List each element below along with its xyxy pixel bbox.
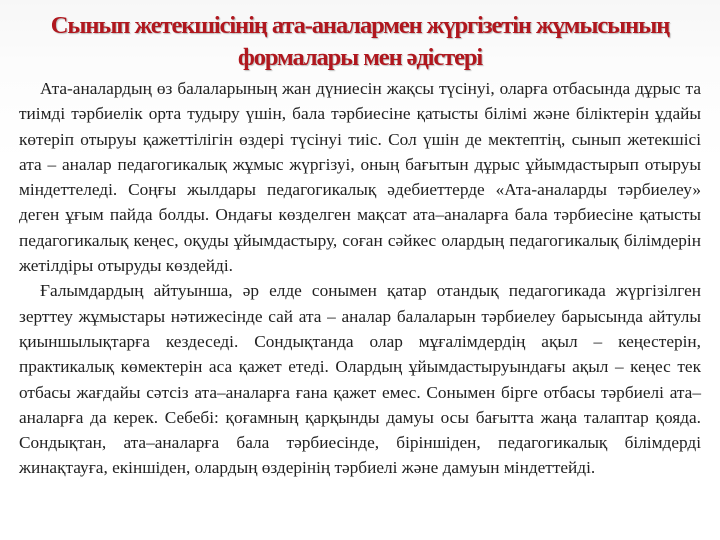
slide-title-line-2: формалары мен әдістері <box>237 44 483 71</box>
body-paragraph-1: Ата-аналардың өз балаларының жан дүниесін жақсы түсінуі, оларға отбасында дұрыс та тиімді тәрбиелік орта тудыру үшін, бала тәрбиесіне қатысты білімі және біліктерін ұдайы көтеріп отыруы қажеттілігін өздері түсінуі тиіс. Сол үшін де мектептің, сынып жетекшісі ата – аналар педагогикалық жұмыс жүргізуі, оның бағытын дұрыс ұйымдастырып отыруы міндеттеледі. Соңғы жылдары педагогикалық әдебиеттерде «Ата-аналарды тәрбиелеу» деген ұғым пайда болды. Ондағы көзделген мақсат ата–аналарға бала тәрбиесіне қатысты педагогикалық кеңес, оқуды ұйымдастыру, соған сәйкес олардың педагогикалық білімдерін жетілдіры отыруды көздейді. <box>19 79 701 276</box>
slide-body <box>19 76 701 481</box>
body-paragraph-2: Ғалымдардың айтуынша, әр елде сонымен қатар отандық педагогикада жүргізілген зерттеу жұмыстары нәтижесінде сай ата – аналар балаларын тәрбиелеу барысында айтулы қиыншылықтарға кездеседі. Сондықтанда олар мұғалімдердің ақыл – кеңестерін, практикалық көмектерін аса қажет етеді. Олардың ұйымдастыруындағы ақыл – кеңес тек отбасы жағдайы сәтсіз ата–аналарға ғана қажет емес. Сонымен бірге отбасы тәрбиелі ата–аналарға да керек. Себебі: қоғамның қарқынды дамуы осы бағытта жаңа талаптар қояда. Сондықтан, ата–аналарға бала тәрбиесінде, біріншіден, педагогикалық білімдерді жинақтауға, екіншіден, олардың өздерінің тәрбиелі және дамуын міндеттейді. <box>19 281 701 478</box>
slide-title-line-1: Сынып жетекшісінің ата-аналармен жүргізетін жұмысының <box>50 12 670 39</box>
slide-title <box>12 10 708 74</box>
